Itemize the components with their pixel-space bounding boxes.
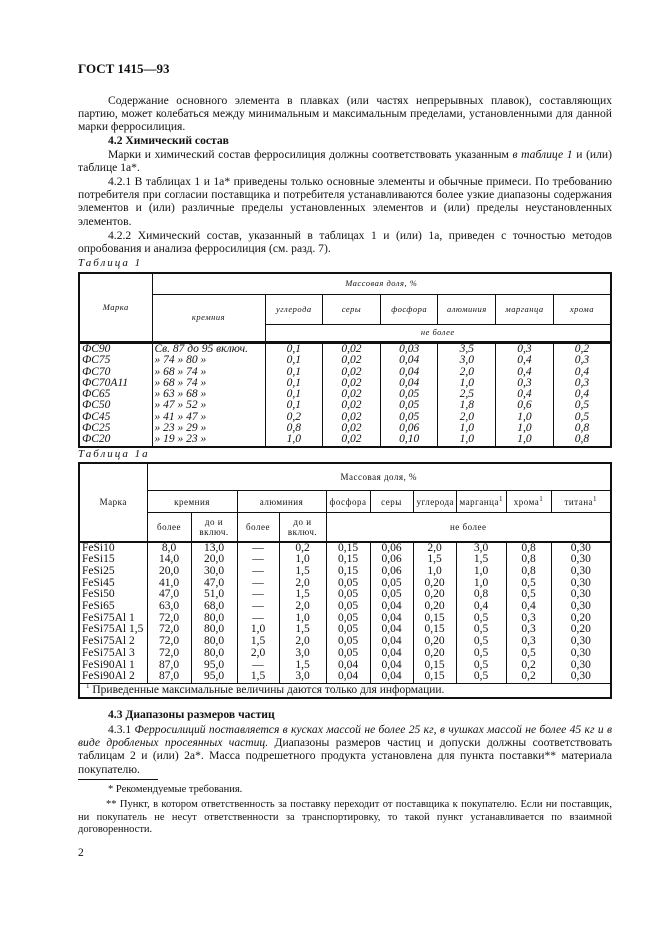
table-cell: 0,3 — [506, 613, 551, 625]
table-cell: 0,4 — [553, 367, 611, 378]
table-cell: 41,0 — [147, 578, 191, 590]
table-cell: — — [237, 542, 279, 555]
table-cell: 47,0 — [147, 589, 191, 601]
table-cell: 0,02 — [323, 412, 381, 423]
table-cell: » 68 » 74 » — [152, 367, 265, 378]
table-row — [79, 601, 611, 613]
table-cell: 1,0 — [265, 434, 323, 446]
table-cell: Св. 87 до 95 включ. — [152, 343, 265, 356]
table-cell: 1,5 — [456, 554, 506, 566]
table-cell: 2,0 — [438, 412, 496, 423]
text: 4.3.1 — [108, 723, 135, 736]
table-cell: 0,1 — [265, 389, 323, 400]
table-cell: 1,5 — [279, 660, 326, 672]
col-header-element — [413, 491, 456, 513]
table-cell: 2,0 — [413, 542, 456, 555]
table-cell: FeSi65 — [79, 601, 147, 613]
table-row — [79, 648, 611, 660]
table-cell: 0,05 — [326, 636, 370, 648]
table-cell: 0,04 — [326, 671, 370, 683]
col-header-upto: до и включ. — [279, 513, 326, 542]
table-cell: FeSi15 — [79, 554, 147, 566]
table-cell: 0,8 — [506, 554, 551, 566]
col-header-element: углерода — [265, 295, 323, 325]
col-header-more: более — [147, 513, 191, 542]
table-cell: 0,04 — [370, 624, 413, 636]
table-cell: » 47 » 52 » — [152, 400, 265, 411]
table-cell: » 19 » 23 » — [152, 434, 265, 446]
table-cell: FeSi75Al 1 — [79, 613, 147, 625]
table-cell: 0,05 — [380, 389, 438, 400]
text: Диапазоны размеров частиц и допуски должны соответствовать таблицам 2 и (или) 2а*. Масса подрешетного продукта установлена для пункта поставки** материала покупателю. — [78, 736, 612, 776]
table-cell: ФС45 — [79, 412, 152, 423]
table-cell: 2,0 — [279, 578, 326, 590]
table-cell: FeSi25 — [79, 566, 147, 578]
header-text: титана — [564, 496, 594, 507]
table-cell: 0,02 — [323, 400, 381, 411]
footnote-mark: 1 — [86, 682, 90, 691]
table-cell: ФС20 — [79, 434, 152, 446]
table-cell: 0,20 — [413, 648, 456, 660]
table-cell: 0,20 — [413, 589, 456, 601]
header-text: хрома — [513, 496, 540, 507]
table-cell: 0,04 — [370, 601, 413, 613]
table-cell: 0,30 — [551, 589, 611, 601]
table-cell: 0,04 — [370, 613, 413, 625]
header-text: углерода — [416, 496, 455, 507]
table-cell: 1,0 — [496, 434, 554, 446]
header-text: марганца — [459, 496, 499, 507]
table-cell: 0,02 — [323, 367, 381, 378]
table-cell: 0,3 — [553, 355, 611, 366]
col-header-mass: Массовая доля, % — [152, 273, 611, 295]
table-cell: 0,05 — [326, 589, 370, 601]
table-cell: 0,5 — [506, 578, 551, 590]
table-cell: 0,8 — [456, 589, 506, 601]
table-cell: 0,4 — [506, 601, 551, 613]
table-cell: 0,8 — [265, 423, 323, 434]
table-cell: 0,3 — [506, 624, 551, 636]
table-cell: 0,05 — [380, 400, 438, 411]
table-cell: 3,0 — [456, 542, 506, 555]
table-cell: 0,5 — [456, 613, 506, 625]
table-cell: FeSi90Al 2 — [79, 671, 147, 683]
table-cell: 1,5 — [237, 636, 279, 648]
text: в таблице 1 — [512, 148, 573, 161]
col-header-element: марганца — [496, 295, 554, 325]
table-cell: 1,5 — [237, 671, 279, 683]
table-cell: 1,5 — [279, 566, 326, 578]
table-cell: 0,30 — [551, 636, 611, 648]
table-cell: 0,4 — [496, 389, 554, 400]
table-cell: » 74 » 80 » — [152, 355, 265, 366]
footnote-1: * Рекомендуемые требования. — [108, 784, 243, 795]
table-cell: » 68 » 74 » — [152, 378, 265, 389]
table-cell: 0,2 — [506, 671, 551, 683]
table-cell: 0,4 — [496, 367, 554, 378]
table-cell: 0,06 — [370, 542, 413, 555]
table-cell: 0,05 — [370, 578, 413, 590]
table-cell: 0,04 — [326, 660, 370, 672]
table-cell: FeSi75Al 1,5 — [79, 624, 147, 636]
table-cell: FeSi50 — [79, 589, 147, 601]
table-cell: 0,4 — [496, 355, 554, 366]
table-cell: 1,5 — [413, 554, 456, 566]
text: Ферросилиций поставляется в кусках массой не более 25 кг, в чушках массой не более 45 кг и в виде дробленых просеянных частиц. — [78, 723, 612, 750]
table-cell: 2,0 — [237, 648, 279, 660]
table-cell: 0,3 — [506, 636, 551, 648]
table-cell: 1,5 — [279, 624, 326, 636]
table-cell: 0,03 — [380, 343, 438, 356]
table-cell: 0,15 — [326, 542, 370, 555]
col-header-element — [456, 491, 506, 513]
table-row — [79, 355, 611, 366]
col-header-si: кремния — [152, 295, 265, 343]
table-caption: Таблица 1а — [78, 448, 150, 460]
table-cell: 72,0 — [147, 624, 191, 636]
table-cell: FeSi45 — [79, 578, 147, 590]
table-cell: 0,06 — [370, 554, 413, 566]
table-cell: ФС70А11 — [79, 378, 152, 389]
table-cell: 0,5 — [456, 671, 506, 683]
table-cell: 0,1 — [265, 343, 323, 356]
table-cell: 0,05 — [380, 412, 438, 423]
table-cell: 0,05 — [326, 624, 370, 636]
table-cell: 0,15 — [413, 671, 456, 683]
header-text: фосфора — [329, 496, 367, 507]
table-cell: 0,2 — [553, 343, 611, 356]
table-cell: 0,04 — [370, 660, 413, 672]
table-cell: 0,5 — [456, 624, 506, 636]
table-cell: 0,04 — [380, 355, 438, 366]
table-cell: 0,2 — [265, 412, 323, 423]
table-cell: 1,0 — [438, 378, 496, 389]
table-cell: 1,0 — [279, 613, 326, 625]
col-header-element: алюминия — [438, 295, 496, 325]
col-header-max: не более — [265, 325, 611, 343]
table-cell: 87,0 — [147, 671, 191, 683]
table-cell: 0,30 — [551, 554, 611, 566]
table-cell: 0,3 — [496, 343, 554, 356]
table-cell: 0,8 — [506, 566, 551, 578]
paragraph: Содержание основного элемента в плавках (или частях непрерывных плавок), составляющих партию, может колебаться между минимальным и максимальным пределами, установленными для данной марки ферросилиция. — [78, 94, 612, 134]
table-cell: 1,0 — [496, 423, 554, 434]
table-cell: 0,04 — [380, 378, 438, 389]
table-cell: 0,02 — [323, 423, 381, 434]
table-cell: ФС75 — [79, 355, 152, 366]
table-cell: 13,0 — [191, 542, 237, 555]
col-header-mark: Марка — [79, 273, 152, 343]
table-cell: 0,1 — [265, 400, 323, 411]
table-cell: 0,04 — [380, 367, 438, 378]
col-header-more: более — [237, 513, 279, 542]
footnote-mark: 1 — [539, 494, 544, 503]
table-cell: 0,04 — [370, 636, 413, 648]
table-cell: 87,0 — [147, 660, 191, 672]
table-cell: 0,05 — [326, 601, 370, 613]
table-cell: 0,30 — [551, 566, 611, 578]
table-cell: — — [237, 578, 279, 590]
table-row — [79, 434, 611, 446]
table-cell: — — [237, 601, 279, 613]
table-cell: 0,05 — [326, 613, 370, 625]
table-cell: FeSi75Al 3 — [79, 648, 147, 660]
col-header-max: не более — [326, 513, 611, 542]
table-cell: FeSi75Al 2 — [79, 636, 147, 648]
table-cell: 1,0 — [438, 423, 496, 434]
paragraph-4-2-2: 4.2.2 Химический состав, указанный в таблицах 1 и (или) 1а, приведен с точностью методов опробования и анализа ферросилиция (см. разд. 7). — [78, 229, 612, 256]
table-cell: 1,0 — [438, 434, 496, 446]
table-row — [79, 566, 611, 578]
table-cell: 80,0 — [191, 636, 237, 648]
table-cell: 95,0 — [191, 660, 237, 672]
page-number: 2 — [78, 846, 84, 859]
table-cell: 0,30 — [551, 578, 611, 590]
table-cell: » 63 » 68 » — [152, 389, 265, 400]
table-cell: 0,1 — [265, 367, 323, 378]
table-cell: 72,0 — [147, 636, 191, 648]
table-cell: 0,3 — [553, 378, 611, 389]
table-cell: ФС50 — [79, 400, 152, 411]
table-cell: 0,8 — [553, 434, 611, 446]
table-cell: 3,5 — [438, 343, 496, 356]
section-heading-4-3: 4.3 Диапазоны размеров частиц — [108, 708, 275, 721]
table-cell: 3,0 — [279, 671, 326, 683]
table-cell: 0,02 — [323, 355, 381, 366]
table-cell: 1,0 — [456, 566, 506, 578]
table-cell: 1,0 — [456, 578, 506, 590]
table-cell: 0,15 — [326, 566, 370, 578]
footnote-text: Приведенные максимальные величины даются только для информации. — [89, 683, 445, 696]
table-cell: 1,0 — [496, 412, 554, 423]
table-cell: 0,30 — [551, 601, 611, 613]
col-header-element — [370, 491, 413, 513]
table-cell: 1,5 — [279, 589, 326, 601]
table-cell: 0,20 — [413, 636, 456, 648]
table-cell: — — [237, 554, 279, 566]
footnote-mark: 1 — [498, 494, 503, 503]
col-header-element — [551, 491, 611, 513]
paragraph-4-2-1: 4.2.1 В таблицах 1 и 1а* приведены только основные элементы и обычные примеси. По требованию потребителя при согласии поставщика и потребителя устанавливаются более узкие диапазоны содержания элементов и (или) различные пределы установленных элементов и (или) пределы неустановленных элементов. — [78, 175, 612, 228]
col-header-upto: до и включ. — [191, 513, 237, 542]
table-cell: 3,0 — [438, 355, 496, 366]
table-cell: — — [237, 566, 279, 578]
table-cell: 0,8 — [553, 423, 611, 434]
table-cell: 1,0 — [237, 624, 279, 636]
table-cell: 1,0 — [279, 554, 326, 566]
table-cell: 0,04 — [370, 671, 413, 683]
table-cell: 0,06 — [370, 566, 413, 578]
table-cell: 0,02 — [323, 389, 381, 400]
table-cell: 0,2 — [279, 542, 326, 555]
table-cell: 1,0 — [413, 566, 456, 578]
footnote-mark: 1 — [593, 494, 598, 503]
table-caption: Таблица 1 — [78, 257, 143, 269]
table-cell: 0,4 — [456, 601, 506, 613]
footnote-divider — [78, 779, 158, 780]
table-cell: 0,15 — [413, 624, 456, 636]
table-1a — [78, 462, 612, 699]
table-cell: 0,5 — [506, 589, 551, 601]
table-cell: 0,5 — [456, 636, 506, 648]
table-cell: 0,2 — [506, 660, 551, 672]
table-cell: 2,0 — [279, 636, 326, 648]
table-cell: 2,0 — [438, 367, 496, 378]
document-header: ГОСТ 1415—93 — [78, 61, 170, 76]
table-cell: 0,20 — [551, 624, 611, 636]
table-cell: » 41 » 47 » — [152, 412, 265, 423]
col-header-element — [506, 491, 551, 513]
table-cell: 14,0 — [147, 554, 191, 566]
paragraph-4-2 — [78, 148, 612, 174]
table-cell: ФС70 — [79, 367, 152, 378]
table-cell: 0,04 — [370, 648, 413, 660]
table-cell: ФС90 — [79, 343, 152, 356]
table-cell: 0,30 — [551, 671, 611, 683]
col-header-element: фосфора — [380, 295, 438, 325]
table-cell: 0,05 — [326, 578, 370, 590]
table-cell: ФС65 — [79, 389, 152, 400]
table-cell: 0,02 — [323, 343, 381, 356]
table-cell: 0,5 — [506, 648, 551, 660]
table-cell: 0,3 — [496, 378, 554, 389]
table-cell: 0,20 — [413, 578, 456, 590]
table-cell: 0,02 — [323, 378, 381, 389]
table-cell: 80,0 — [191, 648, 237, 660]
section-heading-4-2: 4.2 Химический состав — [108, 134, 229, 147]
table-cell: 95,0 — [191, 671, 237, 683]
table-cell: — — [237, 613, 279, 625]
table-cell: 0,30 — [551, 660, 611, 672]
table-cell: 72,0 — [147, 648, 191, 660]
col-header-element: серы — [323, 295, 381, 325]
table-cell: 8,0 — [147, 542, 191, 555]
table-cell: 0,15 — [413, 660, 456, 672]
table-1 — [78, 272, 612, 448]
text: и (или) таблице 1а*. — [78, 148, 612, 175]
paragraph-4-3-1 — [78, 723, 612, 776]
table-cell: 3,0 — [279, 648, 326, 660]
table-cell: » 23 » 29 » — [152, 423, 265, 434]
col-header-si: кремния — [147, 491, 237, 513]
table-cell: 0,1 — [265, 378, 323, 389]
table-cell: 80,0 — [191, 624, 237, 636]
table-cell: 0,5 — [553, 412, 611, 423]
col-header-element — [326, 491, 370, 513]
table-cell: 0,8 — [506, 542, 551, 555]
table-cell: 0,5 — [456, 660, 506, 672]
table-cell: 47,0 — [191, 578, 237, 590]
table-cell: 0,5 — [456, 648, 506, 660]
table-cell: 0,4 — [553, 389, 611, 400]
table-cell: FeSi90Al 1 — [79, 660, 147, 672]
table-cell: 0,05 — [326, 648, 370, 660]
table-row — [79, 671, 611, 683]
table-cell: 0,02 — [323, 434, 381, 446]
table-cell: 0,30 — [551, 648, 611, 660]
table-cell: 0,06 — [380, 423, 438, 434]
table-cell: 0,15 — [413, 613, 456, 625]
col-header-mark: Марка — [79, 463, 147, 542]
table-cell: 0,6 — [496, 400, 554, 411]
table-cell: 20,0 — [191, 554, 237, 566]
table-cell: 0,20 — [413, 601, 456, 613]
text: Марки и химический состав ферросилиция должны соответствовать указанным — [108, 148, 513, 161]
table-cell: 51,0 — [191, 589, 237, 601]
table-cell: 72,0 — [147, 613, 191, 625]
col-header-al: алюминия — [237, 491, 326, 513]
table-cell: 63,0 — [147, 601, 191, 613]
table-cell: 80,0 — [191, 613, 237, 625]
table-cell: 0,1 — [265, 355, 323, 366]
table-cell: 0,15 — [326, 554, 370, 566]
table-cell: FeSi10 — [79, 542, 147, 555]
table-footnote — [79, 683, 611, 698]
footnote-2: ** Пункт, в котором ответственность за поставку переходит от поставщика к покупателю. Если ни поставщик, ни покупатель не несут ответственности за транспортировку, то такой пункт устанавливается по взаимной договоренности. — [78, 799, 612, 835]
col-header-element: хрома — [553, 295, 611, 325]
table-cell: 0,30 — [551, 542, 611, 555]
table-cell: — — [237, 660, 279, 672]
table-cell: 30,0 — [191, 566, 237, 578]
table-cell: 20,0 — [147, 566, 191, 578]
col-header-mass: Массовая доля, % — [147, 463, 611, 491]
table-cell: 0,20 — [551, 613, 611, 625]
table-cell: 1,8 — [438, 400, 496, 411]
header-text: серы — [381, 496, 402, 507]
table-cell: 0,05 — [370, 589, 413, 601]
table-cell: — — [237, 589, 279, 601]
table-cell: 2,0 — [279, 601, 326, 613]
table-cell: ФС25 — [79, 423, 152, 434]
table-cell: 2,5 — [438, 389, 496, 400]
table-cell: 68,0 — [191, 601, 237, 613]
table-cell: 0,10 — [380, 434, 438, 446]
table-cell: 0,5 — [553, 400, 611, 411]
